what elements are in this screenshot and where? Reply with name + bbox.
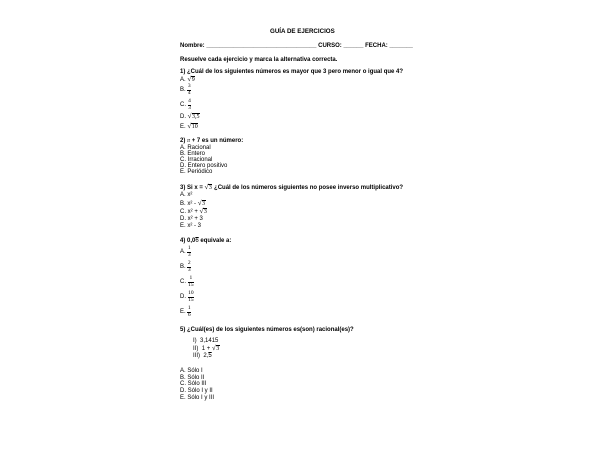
instructions: Resuelve cada ejercicio y marca la alternativa correcta.	[180, 57, 338, 63]
q1-option-e[interactable]: E. √10	[180, 122, 198, 130]
q4-option-b[interactable]: B. $\frac{2}{3}$	[180, 260, 191, 273]
q5-option-b[interactable]: B. Sólo II	[180, 375, 205, 381]
q3-option-a[interactable]: A. x²	[180, 192, 193, 198]
q1-option-a[interactable]: A. √9	[180, 75, 195, 83]
q3-option-e[interactable]: E. x² - 3	[180, 223, 202, 229]
q2-option-e[interactable]: E. Periódico	[180, 169, 213, 175]
q1-option-b[interactable]: B. $\frac{3}{4}$	[180, 83, 191, 96]
fraction: $\frac{10}{15}$	[188, 290, 194, 303]
periodic-digit: 5	[208, 353, 212, 359]
q5-option-a[interactable]: A. Sólo I	[180, 368, 203, 374]
q1-option-c[interactable]: C. $\frac{4}{3}$	[180, 98, 191, 111]
fraction: $\frac{4}{3}$	[188, 98, 191, 111]
q2-option-b[interactable]: B. Entero	[180, 151, 206, 157]
q1-option-d[interactable]: D. √3,5	[180, 112, 200, 120]
periodic-digit: 6	[195, 238, 199, 244]
question-4: 4) 0,06 equivale a:	[180, 238, 232, 244]
q2-option-c[interactable]: C. Irracional	[180, 157, 213, 163]
question-2: 2) π + 7 es un número:	[180, 138, 244, 144]
q4-option-c[interactable]: C. $\frac{1}{15}$	[180, 275, 194, 288]
q4-option-a[interactable]: A. $\frac{1}{3}$	[180, 245, 191, 258]
q2-option-a[interactable]: A. Racional	[180, 145, 211, 151]
q2-option-d[interactable]: D. Entero positivo	[180, 163, 228, 169]
square-root: √3	[197, 199, 206, 207]
fraction: $\frac{3}{4}$	[187, 83, 191, 96]
q5-statement-1: I) 3,1415	[193, 338, 219, 344]
question-1: 1) ¿Cuál de los siguientes números es mayor que 3 pero menor o igual que 4?	[180, 69, 404, 75]
question-5: 5) ¿Cuál(es) de los siguientes números es(son) racional(es)?	[180, 327, 354, 333]
square-root: √3	[199, 207, 207, 215]
square-root: √3,5	[187, 112, 200, 120]
page-title: GUÍA DE EJERCICIOS	[270, 28, 335, 35]
q3-option-d[interactable]: D. x² + 3	[180, 216, 203, 222]
q3-option-c[interactable]: C. x² + √3	[180, 207, 207, 215]
fraction: $\frac{1}{15}$	[188, 275, 194, 288]
fraction: $\frac{1}{6}$	[187, 305, 191, 318]
pi-symbol: π	[187, 138, 191, 144]
q5-option-e[interactable]: E. Sólo I y III	[180, 395, 215, 401]
q3-option-b[interactable]: B. x² - √3	[180, 199, 206, 207]
fraction: $\frac{2}{3}$	[187, 260, 191, 273]
q5-option-c[interactable]: C. Sólo III	[180, 381, 207, 387]
q4-option-d[interactable]: D. $\frac{10}{15}$	[180, 290, 194, 303]
square-root: √3	[204, 183, 212, 191]
q4-option-e[interactable]: E. $\frac{1}{6}$	[180, 305, 191, 318]
square-root: √3	[211, 344, 220, 352]
student-info-line: Nombre: _________________________________ CURSO: ______ FECHA: _______	[180, 43, 413, 49]
q5-statement-2: II) 1 + √3	[193, 344, 220, 352]
q5-option-d[interactable]: D. Sólo I y II	[180, 388, 213, 394]
question-3: 3) Si x = √3 ¿Cuál de los números siguientes no posee inverso multiplicativo?	[180, 183, 404, 191]
q5-statement-3: III) 2,5	[193, 353, 212, 359]
fraction: $\frac{1}{3}$	[187, 245, 191, 258]
square-root: √10	[187, 122, 198, 130]
square-root: √9	[187, 75, 195, 83]
